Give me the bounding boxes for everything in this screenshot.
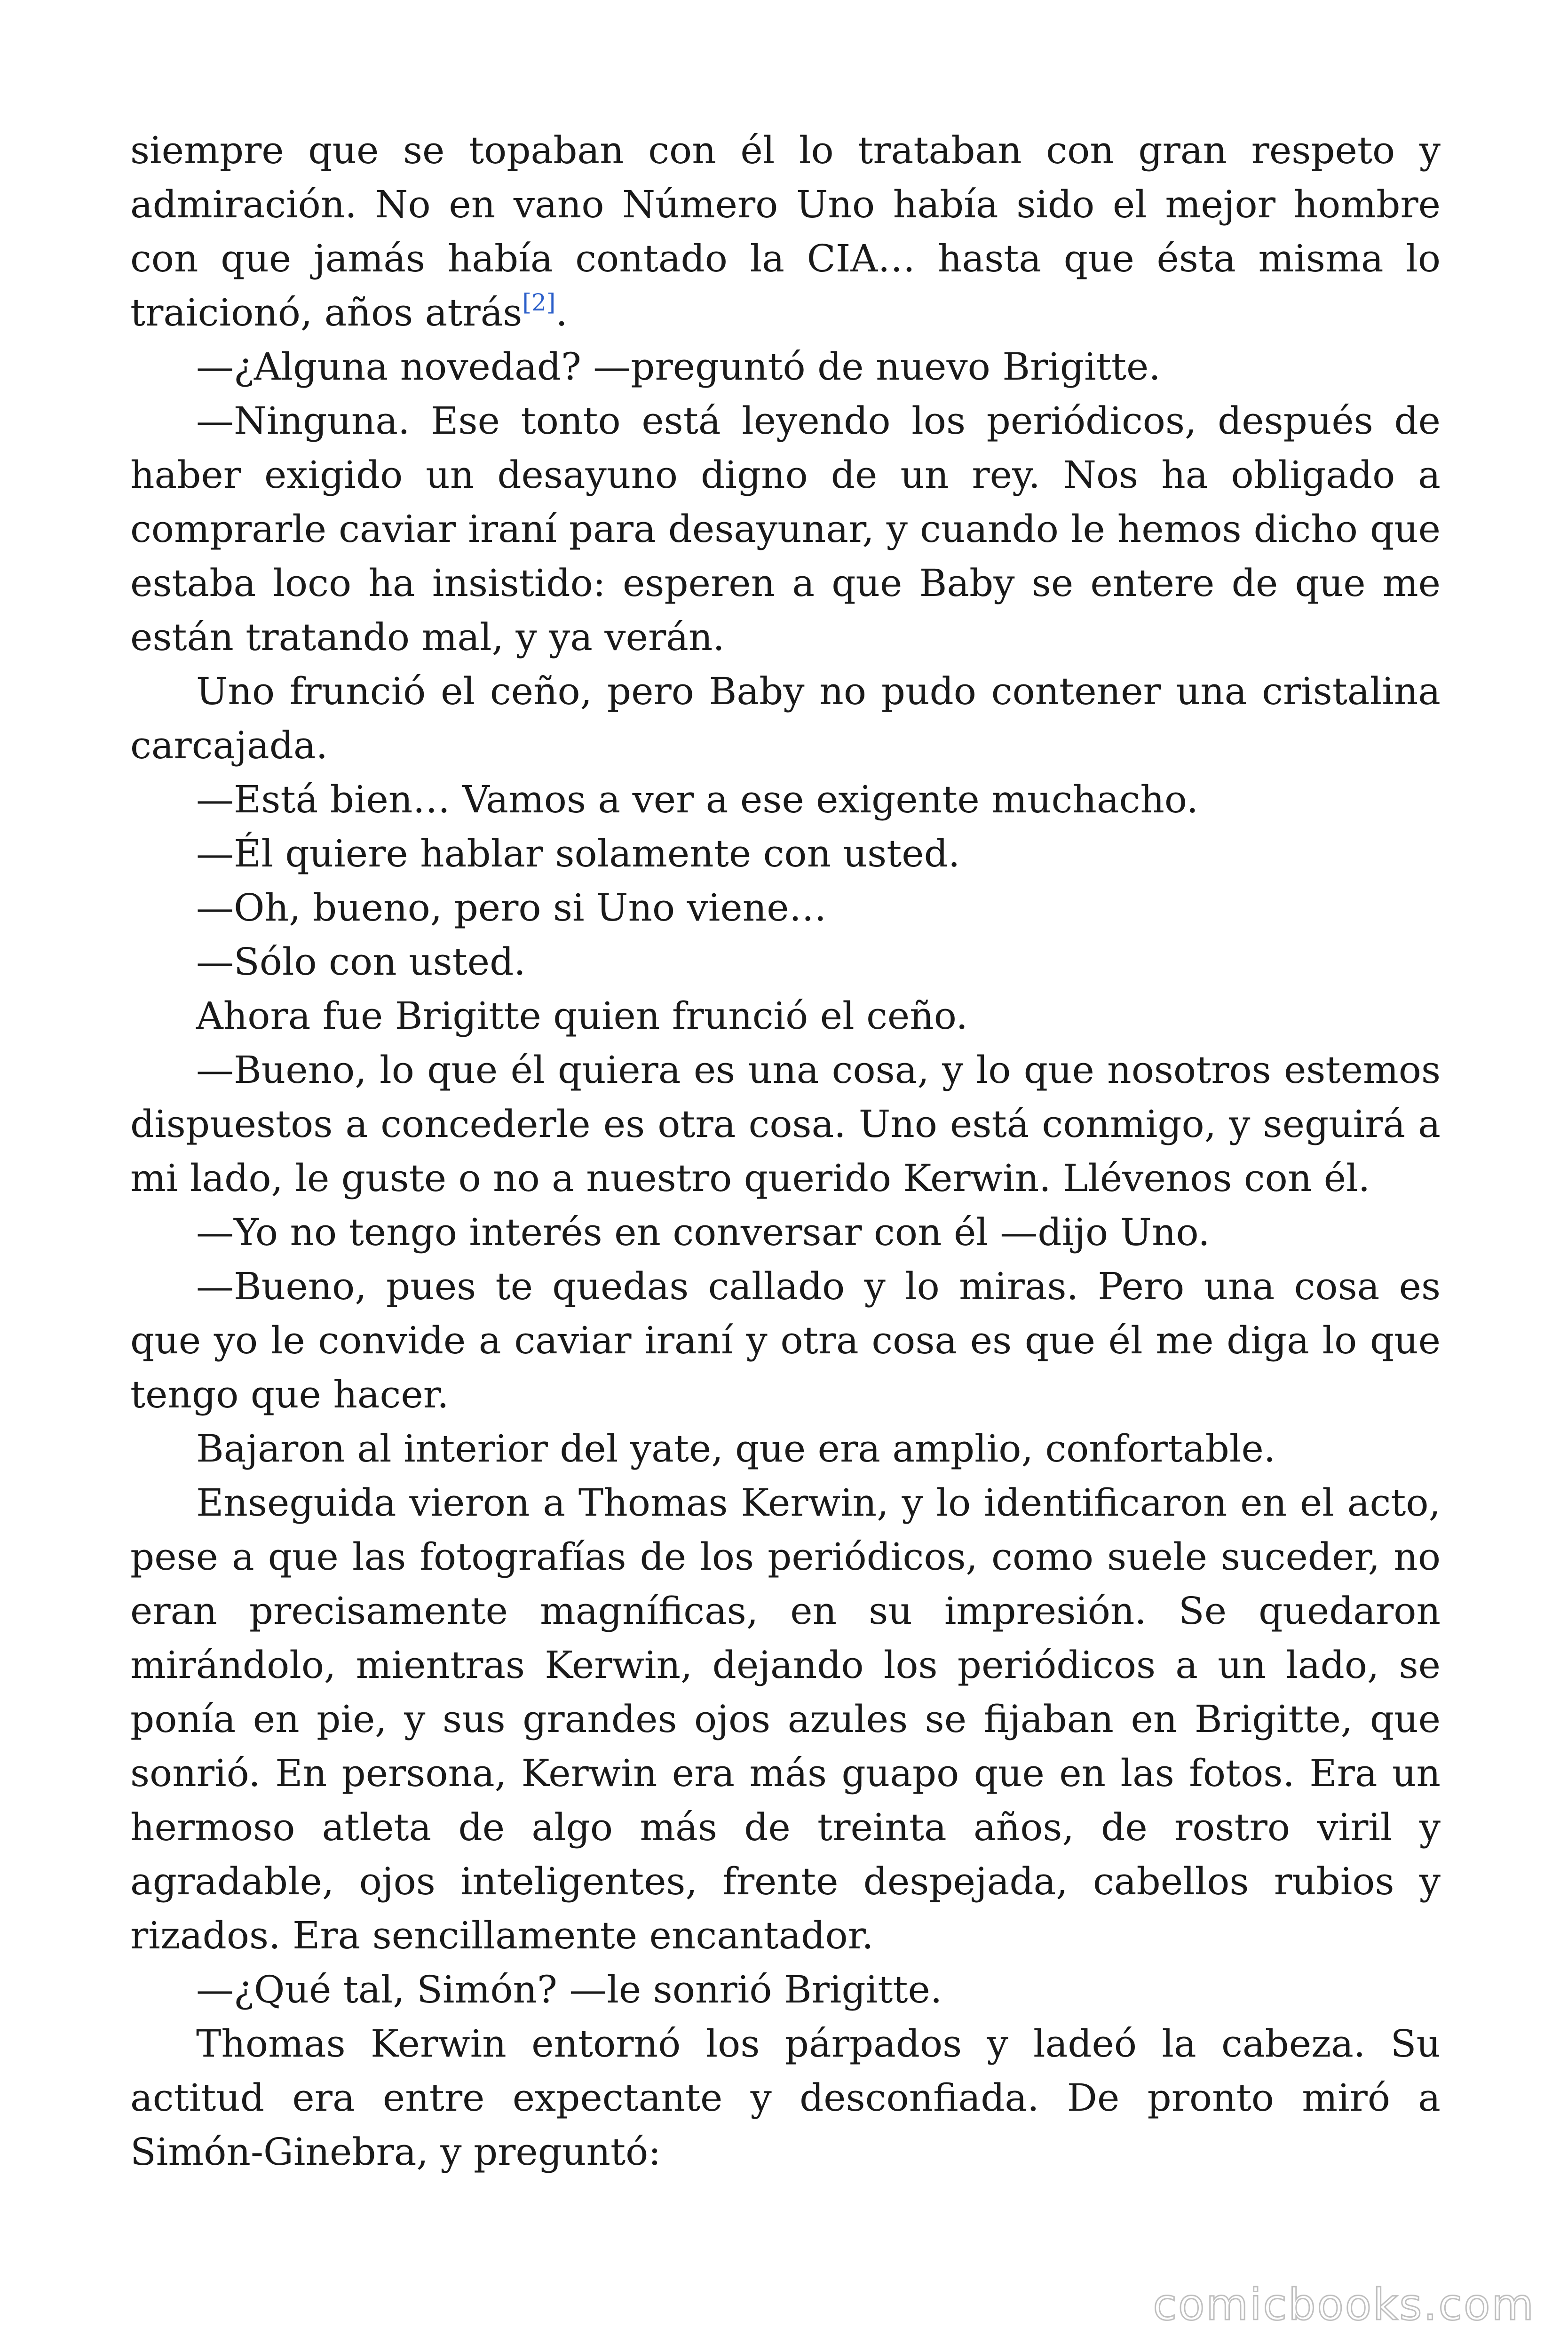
paragraph: Uno frunció el ceño, pero Baby no pudo contener una cristalina carcajada.	[130, 669, 1441, 767]
paragraph-end-punctuation: .	[555, 291, 568, 334]
paragraph: —Ninguna. Ese tonto está leyendo los periódicos, después de haber exigido un desayuno digno de un rey. Nos ha obligado a comprarle caviar iraní para desayunar, y cuando le hemos dicho que estaba loco ha insistido: esperen a que Baby se entere de que me están tratando mal, y ya verán.	[130, 399, 1441, 659]
page-body	[130, 123, 1441, 2179]
paragraph: Bajaron al interior del yate, que era amplio, confortable.	[196, 1427, 1276, 1470]
paragraph: —Está bien… Vamos a ver a ese exigente muchacho.	[196, 778, 1199, 821]
paragraph: —¿Qué tal, Simón? —le sonrió Brigitte.	[196, 1968, 942, 2011]
paragraph: Thomas Kerwin entornó los párpados y ladeó la cabeza. Su actitud era entre expectante y desconfiada. De pronto miró a Simón-Ginebra, y preguntó:	[130, 2022, 1441, 2174]
watermark: comicbooks.com	[1153, 2280, 1535, 2330]
paragraph: —¿Alguna novedad? —preguntó de nuevo Brigitte.	[196, 345, 1161, 389]
paragraph: —Sólo con usted.	[196, 940, 526, 984]
paragraph: Enseguida vieron a Thomas Kerwin, y lo identificaron en el acto, pese a que las fotografías de los periódicos, como suele suceder, no eran precisamente magníficas, en su impresión. Se quedaron mirándolo, mientras Kerwin, dejando los periódicos a un lado, se ponía en pie, y sus grandes ojos azules se fijaban en Brigitte, que sonrió. En persona, Kerwin era más guapo que en las fotos. Era un hermoso atleta de algo más de treinta años, de rostro viril y agradable, ojos inteligentes, frente despejada, cabellos rubios y rizados. Era sencillamente encantador.	[130, 1481, 1441, 1957]
paragraph: —Bueno, lo que él quiera es una cosa, y lo que nosotros estemos dispuestos a concederle es otra cosa. Uno está conmigo, y seguirá a mi lado, le guste o no a nuestro querido Kerwin. Llévenos con él.	[130, 1048, 1441, 1200]
paragraph: Ahora fue Brigitte quien frunció el ceño.	[196, 994, 968, 1038]
footnote-link[interactable]: [2]	[522, 289, 556, 316]
paragraph-text: siempre que se topaban con él lo trataban con gran respeto y admiración. No en vano Número Uno había sido el mejor hombre con que jamás había contado la CIA… hasta que ésta misma lo traicionó, años atrás	[130, 128, 1441, 334]
paragraph: —Bueno, pues te quedas callado y lo miras. Pero una cosa es que yo le convide a caviar iraní y otra cosa es que él me diga lo que tengo que hacer.	[130, 1264, 1441, 1416]
paragraph: —Oh, bueno, pero si Uno viene…	[196, 886, 827, 930]
paragraph: —Él quiere hablar solamente con usted.	[196, 832, 960, 875]
paragraph: —Yo no tengo interés en conversar con él —dijo Uno.	[196, 1210, 1210, 1254]
paragraph	[130, 123, 1441, 340]
